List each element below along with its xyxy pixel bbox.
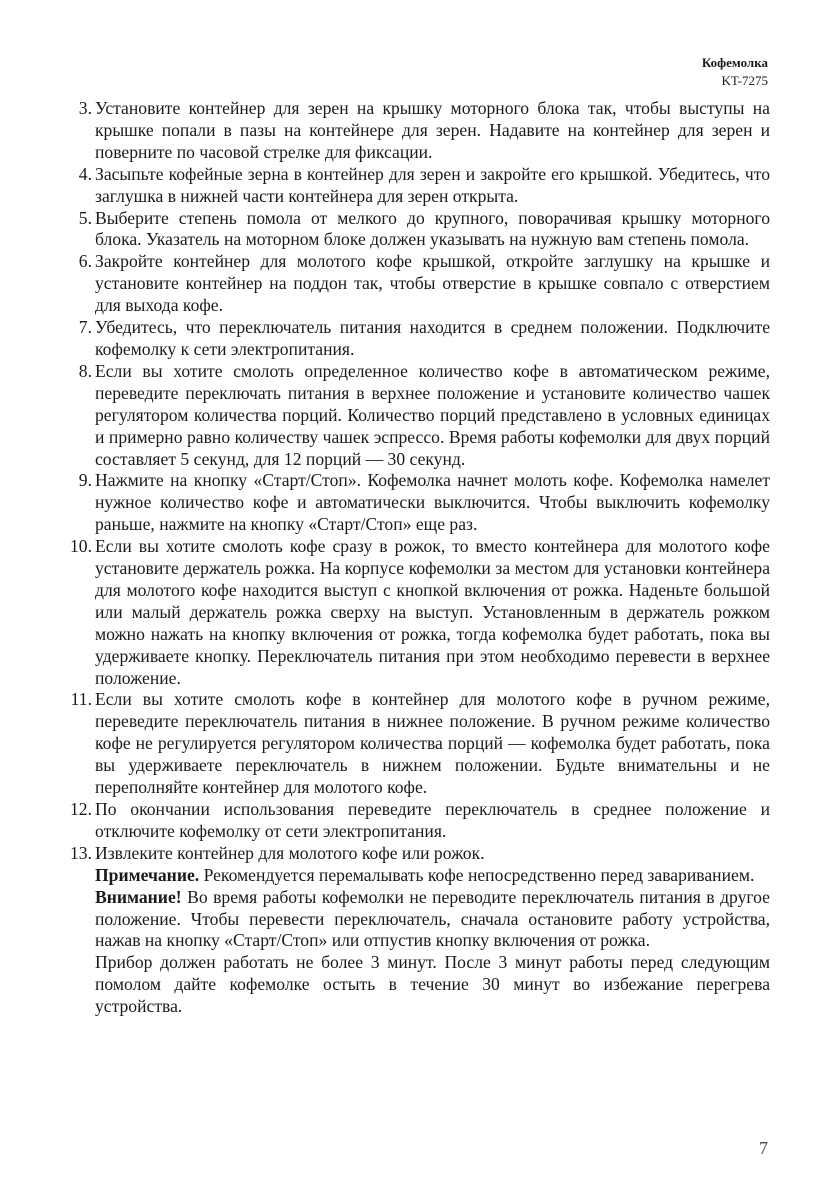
step-number: 6.	[78, 251, 92, 272]
step-item	[64, 799, 770, 843]
step-number: 13.	[70, 842, 92, 863]
warning-paragraph	[64, 887, 770, 953]
step-item	[64, 843, 770, 865]
step-number: 5.	[78, 207, 92, 228]
step-text: Если вы хотите смолоть определенное количество кофе в автоматическом режиме, переведите переключать питания в верхнее положение и установите количество чашек регулятором количества порций. Количество порций представлено в условных единицах и примерно равно количеству чашек эспрессо. Время работы кофемолки для двух порций составляет 5 секунд, для 12 порций — 30 секунд.	[95, 360, 770, 469]
step-number: 4.	[78, 163, 92, 184]
step-number: 11.	[70, 689, 92, 710]
step-item	[64, 164, 770, 208]
warning-label: Внимание!	[95, 886, 182, 907]
step-text: По окончании использования переведите переключатель в среднее положение и отключите кофемолку от сети электропитания.	[95, 799, 770, 841]
note-label: Примечание.	[95, 864, 200, 885]
step-item	[64, 251, 770, 317]
steps-list	[64, 98, 770, 865]
step-text: Установите контейнер для зерен на крышку моторного блока так, чтобы выступы на крышке попали в пазы на контейнере для зерен. Надавите на контейнер для зерен и поверните по часовой стрелке для фиксации.	[95, 98, 770, 162]
step-number: 8.	[78, 360, 92, 381]
step-text: Убедитесь, что переключатель питания находится в среднем положении. Подключите кофемолку к сети электропитания.	[95, 317, 770, 359]
step-text: Если вы хотите смолоть кофе сразу в рожок, то вместо контейнера для молотого кофе установите держатель рожка. На корпусе кофемолки за местом для установки контейнера для молотого кофе находится выступ с кнопкой включения от рожка. Наденьте большой или малый держатель рожка сверху на выступ. Установленным в держатель рожком можно нажать на кнопку включения от рожка, тогда кофемолка будет работать, пока вы удерживаете кнопку. Переключатель питания при этом необходимо перевести в верхнее положение.	[95, 536, 770, 688]
step-item	[64, 361, 770, 471]
step-item	[64, 689, 770, 799]
step-item	[64, 208, 770, 252]
step-number: 3.	[78, 98, 92, 118]
step-item	[64, 317, 770, 361]
duration-paragraph: Прибор должен работать не более 3 минут. После 3 минут работы перед следующим помолом дайте кофемолке остыть в течение 30 минут во избежание перегрева устройства.	[95, 952, 770, 1017]
warning-text: Во время работы кофемолки не переводите переключатель питания в другое положение. Чтобы перевести переключатель, сначала остановите работу устройства, нажав на кнопку «Старт/Стоп» или отпустив кнопку включения от рожка.	[95, 886, 770, 951]
step-text: Засыпьте кофейные зерна в контейнер для зерен и закройте его крышкой. Убедитесь, что заглушка в нижней части контейнера для зерен открыта.	[95, 163, 770, 206]
step-text: Выберите степень помола от мелкого до крупного, поворачивая крышку моторного блока. Указатель на моторном блоке должен указывать на нужную вам степень помола.	[95, 207, 770, 250]
header-product-name: Кофемолка	[701, 55, 768, 70]
page-number: 7	[759, 1138, 768, 1158]
page-header	[702, 54, 768, 90]
step-item	[64, 470, 770, 536]
step-number: 7.	[78, 317, 92, 338]
step-text: Нажмите на кнопку «Старт/Стоп». Кофемолка начнет молоть кофе. Кофемолка намелет нужное количество кофе и автоматически выключится. Чтобы выключить кофемолку раньше, нажмите на кнопку «Старт/Стоп» еще раз.	[95, 470, 770, 535]
step-number: 9.	[78, 470, 92, 491]
step-number: 12.	[70, 799, 92, 819]
note-text: Рекомендуется перемалывать кофе непосредственно перед завариванием.	[199, 864, 755, 885]
note-paragraph	[64, 865, 770, 887]
step-text: Если вы хотите смолоть кофе в контейнер для молотого кофе в ручном режиме, переведите переключатель питания в нижнее положение. В ручном режиме количество кофе не регулируется регулятором количества порций — кофемолка будет работать, пока вы удерживаете переключатель в нижнем положении. Будьте внимательны и не переполняйте контейнер для молотого кофе.	[95, 689, 770, 798]
step-number: 10.	[70, 536, 92, 557]
step-text: Извлеките контейнер для молотого кофе или рожок.	[95, 842, 485, 863]
step-item	[64, 536, 770, 689]
step-text: Закройте контейнер для молотого кофе крышкой, откройте заглушку на крышке и установите контейнер на поддон так, чтобы отверстие в крышке совпало с отверстием для выхода кофе.	[95, 251, 770, 316]
header-model-number: KT-7275	[721, 73, 768, 88]
instructions-body	[64, 98, 770, 1018]
step-item	[64, 98, 770, 164]
